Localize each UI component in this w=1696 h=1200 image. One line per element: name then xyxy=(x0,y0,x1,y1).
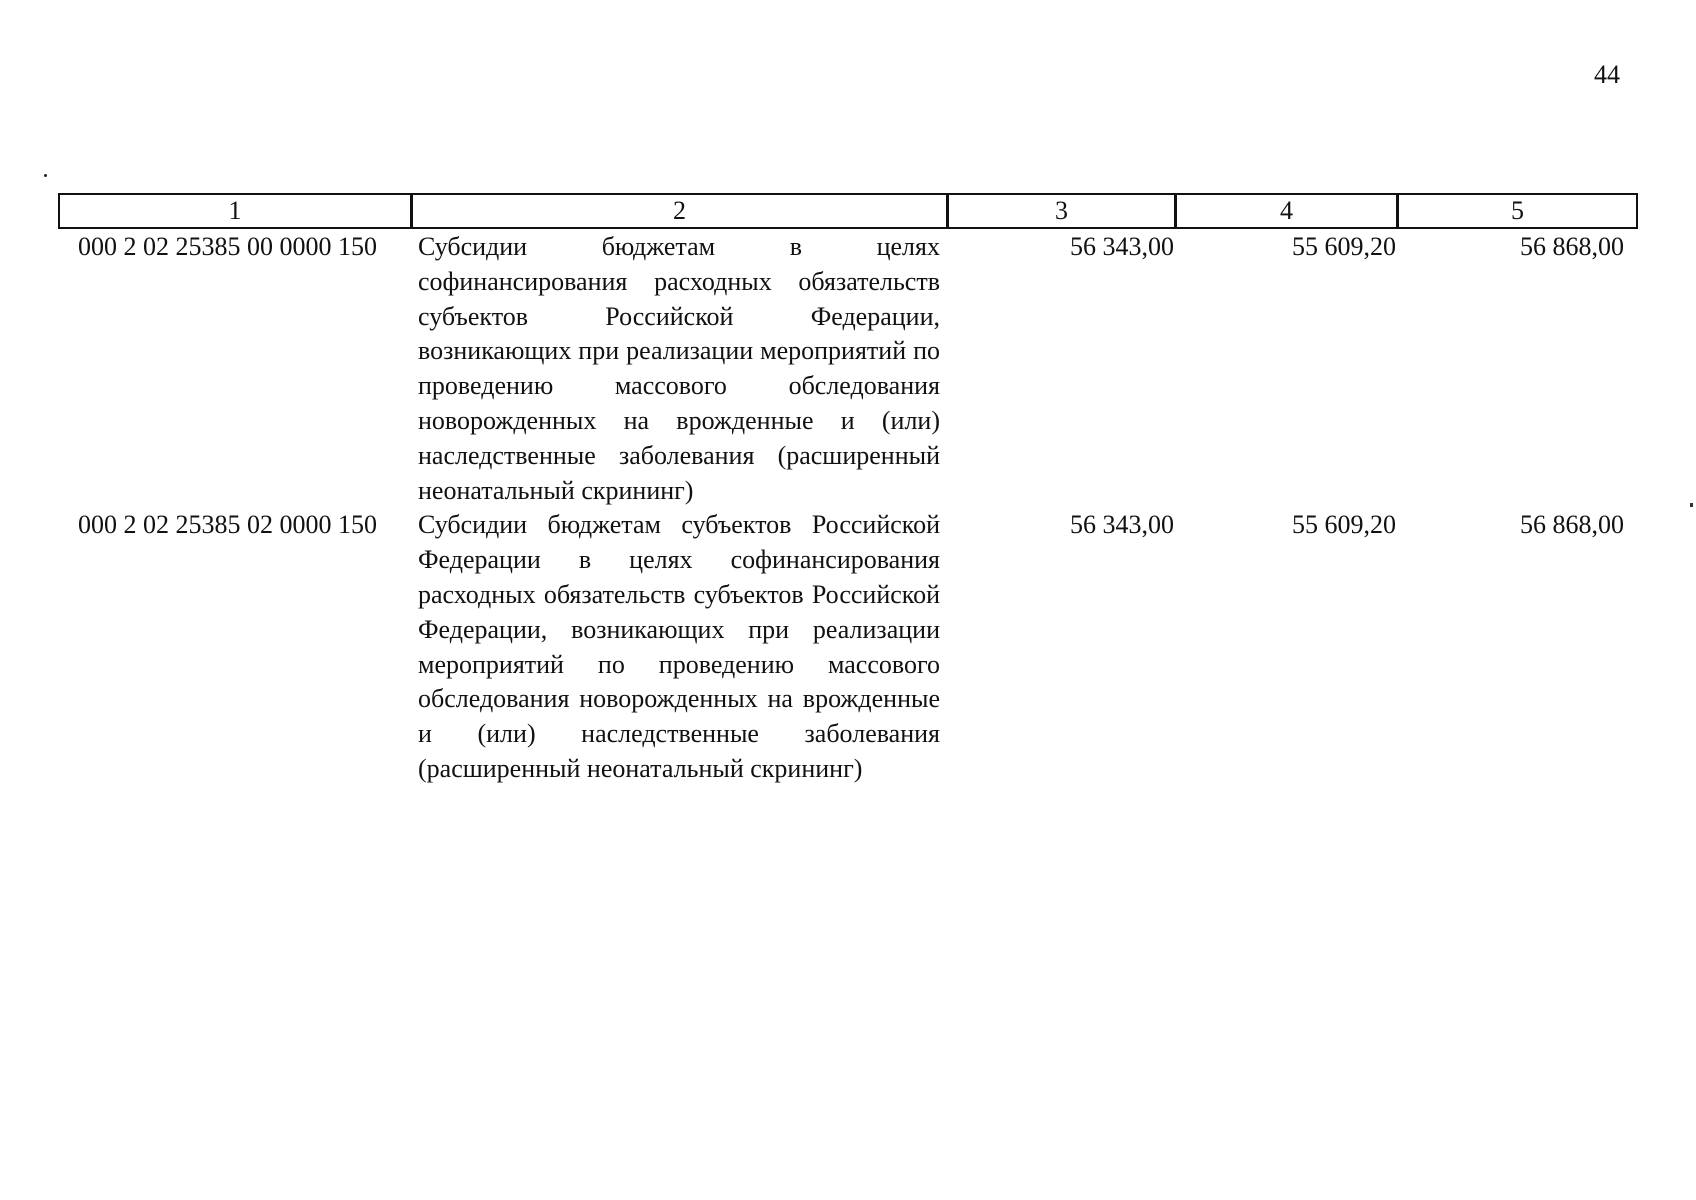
header-cell-5: 5 xyxy=(1398,193,1638,229)
scan-speck xyxy=(44,174,47,177)
description: Субсидии бюджетам субъектов Российской Федерации в целях софинансирования расходных обязательств субъектов Российской Федерации, возникающих при реализации мероприятий по проведению массового обследования новорожденных на врожденные и (или) наследственные заболевания (расширенный неонатальный скрининг) xyxy=(418,510,940,783)
table-row xyxy=(58,230,1638,508)
budget-code: 000 2 02 25385 02 0000 150 xyxy=(78,510,377,540)
header-cell-1: 1 xyxy=(58,193,412,229)
header-cell-2: 2 xyxy=(412,193,948,229)
amount-col3: 56 343,00 xyxy=(1070,232,1174,261)
table-row xyxy=(58,508,1638,786)
page-number: 44 xyxy=(1594,60,1620,89)
description: Субсидии бюджетам в целях софинансирования расходных обязательств субъектов Российской Федерации, возникающих при реализации мероприятий по проведению массового обследования новорожденных на врожденные и (или) наследственные заболевания (расширенный неонатальный скрининг) xyxy=(418,232,940,505)
scan-speck xyxy=(1690,503,1693,507)
amount-col5: 56 868,00 xyxy=(1520,232,1624,261)
header-cell-3: 3 xyxy=(948,193,1176,229)
amount-col5: 56 868,00 xyxy=(1520,510,1624,540)
budget-table xyxy=(58,193,1638,787)
table-header-row xyxy=(58,193,1638,229)
amount-col3: 56 343,00 xyxy=(1070,510,1174,540)
amount-col4: 55 609,20 xyxy=(1292,510,1396,540)
budget-code: 000 2 02 25385 00 0000 150 xyxy=(78,232,377,261)
header-cell-4: 4 xyxy=(1176,193,1398,229)
amount-col4: 55 609,20 xyxy=(1292,232,1396,261)
